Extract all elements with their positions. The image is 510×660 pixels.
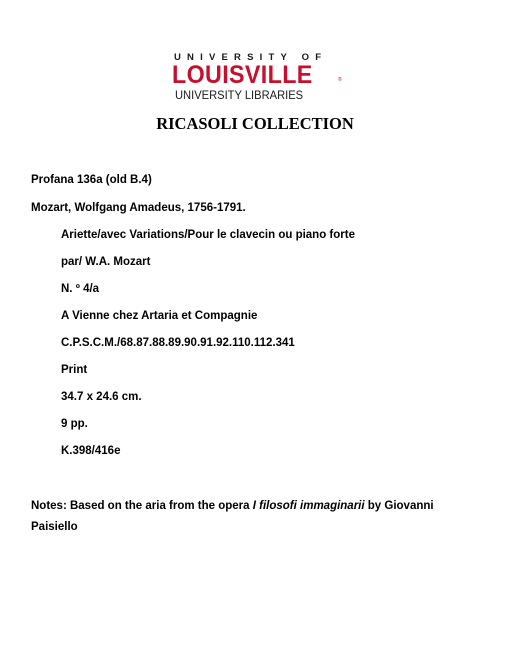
opera-title: I filosofi immaginarii xyxy=(252,500,365,512)
call-number: Profana 136a (old B.4) xyxy=(31,174,152,186)
logo-university-libraries: UNIVERSITY LIBRARIES xyxy=(175,90,304,102)
catalog-number: K.398/416e xyxy=(61,445,121,457)
publisher: A Vienne chez Artaria et Compagnie xyxy=(61,310,258,322)
composer: Mozart, Wolfgang Amadeus, 1756-1791. xyxy=(31,202,246,214)
opus-number: N. º 4/a xyxy=(61,283,100,295)
dimensions: 34.7 x 24.6 cm. xyxy=(61,391,142,403)
collection-title: RICASOLI COLLECTION xyxy=(156,114,354,133)
logo-university-of: UNIVERSITY OF xyxy=(174,52,328,63)
holdings: C.P.S.C.M./68.87.88.89.90.91.92.110.112.341 xyxy=(61,337,295,349)
title-line-1: Ariette/avec Variations/Pour le clavecin ou piano forte xyxy=(61,229,355,241)
page-count: 9 pp. xyxy=(61,418,88,430)
logo-registered-mark: ® xyxy=(338,77,342,83)
notes xyxy=(31,496,476,538)
university-logo xyxy=(160,52,350,106)
notes-suffix: by Giovanni Paisiello xyxy=(31,500,434,533)
format: Print xyxy=(61,364,88,376)
logo-louisville: LOUISVILLE xyxy=(172,61,313,89)
notes-prefix: Notes: Based on the aria from the opera xyxy=(31,500,253,512)
title-line-2: par/ W.A. Mozart xyxy=(61,256,151,268)
